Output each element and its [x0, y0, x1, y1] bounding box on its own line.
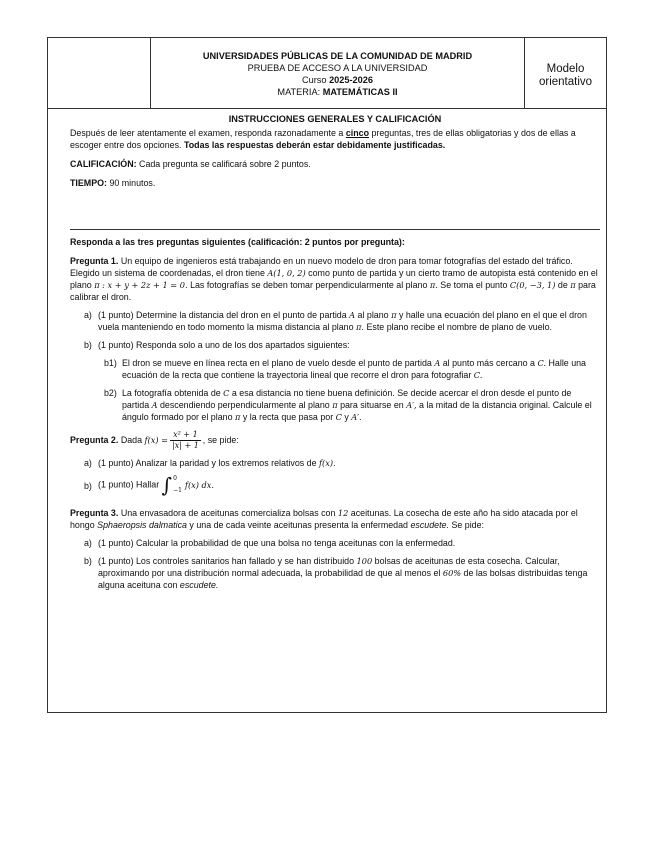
- integral: ∫ 0 −1 f(x) dx.: [161, 473, 215, 497]
- header-logo-cell: [48, 38, 151, 108]
- model-label: Modelo orientativo: [524, 38, 606, 108]
- header-center: [151, 38, 524, 108]
- question-2-part-b: b) (1 punto) Hallar ∫ 0 −1 f(x) dx.: [84, 473, 215, 497]
- section-title: Responda a las tres preguntas siguientes (calificación: 2 puntos por pregunta):: [70, 237, 405, 247]
- question-3: Pregunta 3. Una envasadora de aceitunas comercializa bolsas con 12 aceitunas. La cosecha de este año ha sido atacada por el hongo Sphaeropsis dalmatica y una de cada veinte aceitunas presenta la enfermedad escudete. Se pide:: [70, 508, 578, 530]
- exam-title: PRUEBA DE ACCESO A LA UNIVERSIDAD: [247, 63, 428, 73]
- question-1-part-a: a) (1 punto) Determine la distancia del dron en el punto de partida A al plano π y halle una ecuación del plano en el que el dron vuela manteniendo en todo momento la misma distancia al plano π. Este plano recibe el nombre de plano de vuelo.: [84, 310, 587, 332]
- question-1-part-b2: b2) La fotografía obtenida de C a esa distancia no tiene buena definición. Se decide acercar el dron desde el punto de partida A descendiendo perpendicularmente al plano π para situarse en A′, a la mitad de la distancia original. Calcule el ángulo formado por el plano π y la recta que pasa por C y A′.: [104, 388, 592, 422]
- section-divider: [70, 229, 600, 230]
- instructions-text: Después de leer atentamente el examen, responda razonadamente a cinco preguntas, tres de ellas obligatorias y dos de ellas a escoger entre dos opciones. Todas las respuestas deberán estar debidamente justificadas.: [70, 128, 576, 150]
- question-1-part-b: b) (1 punto) Responda solo a uno de los dos apartados siguientes:: [84, 340, 350, 350]
- exam-header: [48, 38, 606, 109]
- exam-content: [48, 109, 606, 591]
- question-1-part-b1: b1) El dron se mueve en línea recta en el plano de vuelo desde el punto de partida A al punto más cercano a C. Halle una ecuación de la recta que contiene la trayectoria lineal que recorre el dron para fotografiar C.: [104, 358, 586, 380]
- question-3-part-a: a) (1 punto) Calcular la probabilidad de que una bolsa no tenga aceitunas con la enfermedad.: [84, 538, 456, 548]
- course-line: Curso 2025-2026: [301, 75, 373, 85]
- question-2: Pregunta 2. Dada f(x) = $\frac{\text{x² + 1}}{|x| + 1}$ , se pide:: [70, 430, 239, 450]
- integral-sign: ∫: [161, 473, 173, 497]
- grading-line: CALIFICACIÓN: Cada pregunta se calificará sobre 2 puntos.: [70, 159, 311, 169]
- question-1: Pregunta 1. Un equipo de ingenieros está trabajando en un nuevo modelo de dron para tomar fotografías del estado del tráfico. Elegido un sistema de coordenadas, el dron tiene A(1, 0, 2) como punto de partida y un cierto tramo de autopista está contenido en el plano π : x + y + 2z + 1 = 0. Las fotografías se deben tomar perpendicularmente al plano π. Se toma el punto C(0, −3, 1) de π para calibrar el dron.: [70, 256, 598, 302]
- instructions-title: INSTRUCCIONES GENERALES Y CALIFICACIÓN: [228, 114, 442, 124]
- university-title: UNIVERSIDADES PÚBLICAS DE LA COMUNIDAD DE MADRID: [202, 51, 473, 61]
- question-3-part-b: b) (1 punto) Los controles sanitarios han fallado y se han distribuido 100 bolsas de aceitunas de esta cosecha. Calcular, aproximando por una distribución normal adecuada, la probabilidad de que al menos el 60% de las bolsas distribuidas tenga alguna aceituna con escudete.: [84, 556, 588, 590]
- subject-line: MATERIA: MATEMÁTICAS II: [277, 87, 398, 97]
- exam-frame: [47, 37, 607, 713]
- question-2-part-a: a) (1 punto) Analizar la paridad y los extremos relativos de f(x).: [84, 458, 336, 468]
- time-line: TIEMPO: 90 minutos.: [70, 178, 156, 188]
- fraction: $\frac{\text{x² + 1}}{|x| + 1}$: [172, 430, 199, 450]
